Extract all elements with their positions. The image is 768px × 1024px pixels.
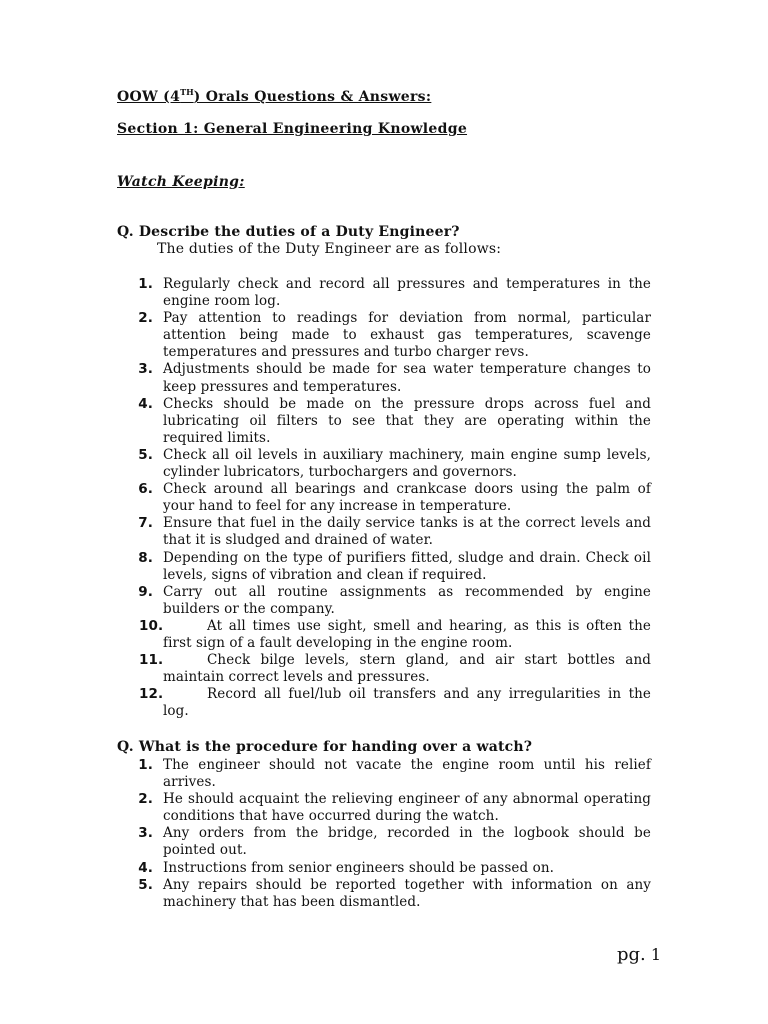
- item-number: 4.: [138, 859, 153, 876]
- list-item: [0, 276, 651, 310]
- list-item: [0, 686, 651, 720]
- question-heading: Q. Describe the duties of a Duty Engineer?: [117, 224, 460, 240]
- list-item: [0, 361, 651, 395]
- answer-list: [0, 276, 768, 720]
- list-item: [0, 584, 651, 618]
- list-item: [0, 877, 651, 911]
- item-text: He should acquaint the relieving engineer of any abnormal operating conditions that have occurred during the watch.: [163, 791, 651, 825]
- item-number: 2.: [138, 310, 153, 327]
- list-item: [0, 791, 651, 825]
- item-text: Record all fuel/lub oil transfers and any irregularities in the log.: [163, 686, 651, 720]
- item-number: 2.: [138, 791, 153, 808]
- item-text: Adjustments should be made for sea water temperature changes to keep pressures and temperatures.: [163, 361, 651, 395]
- item-text: Any orders from the bridge, recorded in the logbook should be pointed out.: [163, 825, 651, 859]
- item-number: 1.: [138, 757, 153, 773]
- list-item: [0, 515, 651, 549]
- list-item: [0, 396, 651, 447]
- item-text: Depending on the type of purifiers fitted, sludge and drain. Check oil levels, signs of vibration and clean if required.: [163, 549, 651, 583]
- item-text: Carry out all routine assignments as recommended by engine builders or the company.: [163, 583, 651, 617]
- list-item: [0, 550, 651, 584]
- item-number: 12.: [139, 686, 164, 703]
- item-number: 3.: [138, 825, 153, 842]
- item-number: 9.: [138, 583, 153, 600]
- item-text: The engineer should not vacate the engine room until his relief arrives.: [163, 757, 651, 791]
- item-text: Pay attention to readings for deviation from normal, particular attention being made to exhaust gas temperatures, scavenge temperatures and pressures and turbo charger revs.: [163, 310, 651, 361]
- title-superscript: TH: [180, 87, 194, 97]
- page-label: pg.: [617, 944, 646, 965]
- item-text: Checks should be made on the pressure drops across fuel and lubricating oil filters to see that they are operating within the required limits.: [163, 395, 651, 446]
- list-item: [0, 447, 651, 481]
- item-number: 5.: [138, 876, 153, 893]
- list-item: [0, 860, 651, 877]
- item-number: 4.: [138, 395, 153, 412]
- document-title: OOW (4TH) Orals Questions & Answers:: [117, 87, 432, 105]
- list-item: [0, 310, 651, 361]
- list-item: [0, 825, 651, 859]
- answer-list: [0, 757, 768, 911]
- item-number: 7.: [138, 515, 153, 532]
- list-item: [0, 618, 651, 652]
- item-text: Instructions from senior engineers should be passed on.: [163, 859, 555, 876]
- item-text: Regularly check and record all pressures and temperatures in the engine room log.: [163, 276, 651, 310]
- section-heading: Section 1: General Engineering Knowledge: [117, 121, 468, 137]
- page-number-footer: [617, 944, 661, 965]
- list-item: [0, 481, 651, 515]
- item-text: Check bilge levels, stern gland, and air start bottles and maintain correct levels and pressures.: [163, 652, 651, 686]
- list-item: [0, 652, 651, 686]
- item-text: Any repairs should be reported together with information on any machinery that has been dismantled.: [163, 876, 651, 910]
- item-text: Ensure that fuel in the daily service tanks is at the correct levels and that it is sludged and drained of water.: [163, 515, 651, 549]
- list-item: [0, 757, 651, 791]
- item-number: 10.: [139, 617, 164, 634]
- item-text: Check around all bearings and crankcase doors using the palm of your hand to feel for any increase in temperature.: [163, 481, 651, 515]
- page-number: 1: [650, 945, 662, 964]
- subsection-heading: Watch Keeping:: [117, 174, 245, 190]
- item-number: 1.: [138, 276, 153, 292]
- item-text: Check all oil levels in auxiliary machinery, main engine sump levels, cylinder lubricators, turbochargers and governors.: [163, 446, 651, 481]
- item-number: 11.: [139, 652, 164, 669]
- question-heading: Q. What is the procedure for handing over a watch?: [117, 739, 533, 755]
- answer-intro: The duties of the Duty Engineer are as follows:: [157, 241, 502, 257]
- item-number: 8.: [138, 549, 153, 566]
- item-number: 5.: [138, 446, 153, 463]
- item-number: 3.: [138, 361, 153, 378]
- item-number: 6.: [138, 481, 153, 498]
- item-text: At all times use sight, smell and hearing, as this is often the first sign of a fault developing in the engine room.: [163, 617, 651, 651]
